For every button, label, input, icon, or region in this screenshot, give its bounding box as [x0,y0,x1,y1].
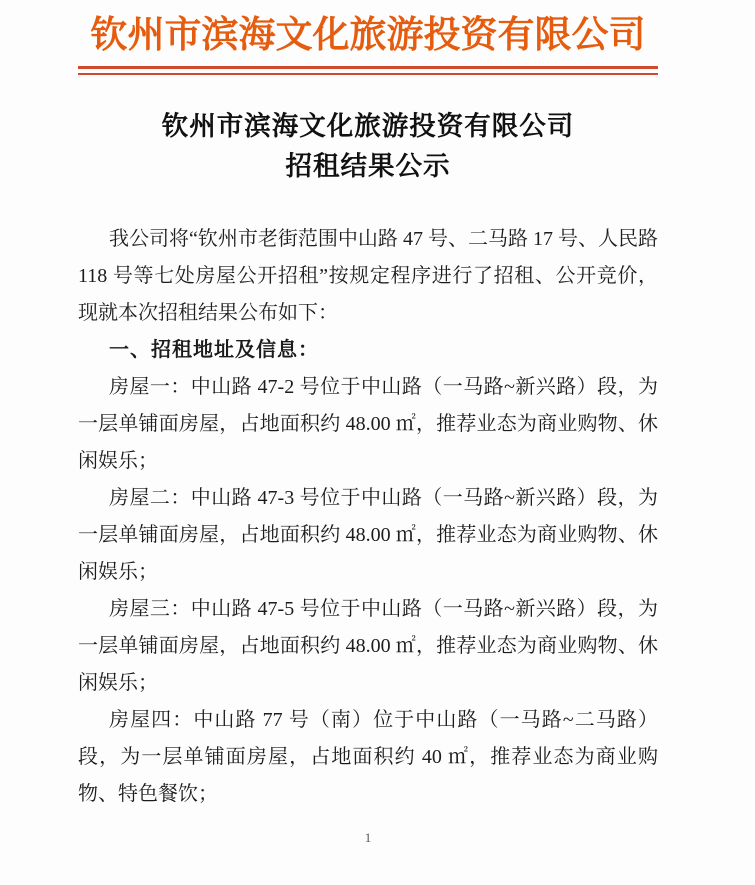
paragraph-house-2: 房屋二：中山路 47-3 号位于中山路（一马路~新兴路）段，为一层单铺面房屋，占地面积约 48.00 ㎡，推荐业态为商业购物、休闲娱乐； [78,487,658,583]
section-heading-rental-info: 一、招租地址及信息： [109,339,319,361]
paragraph-house-4: 房屋四：中山路 77 号（南）位于中山路（一马路~二马路）段，为一层单铺面房屋，占地面积约 40 ㎡，推荐业态为商业购物、特色餐饮； [78,709,658,805]
page-footer [78,830,658,846]
document-title-line2: 招租结果公示 [285,151,451,181]
paragraph-intro: 我公司将“钦州市老街范围中山路 47 号、二马路 17 号、人民路 118 号等七处房屋公开招租”按规定程序进行了招租、公开竞价，现就本次招租结果公布如下： [78,228,658,324]
paragraph-house-3: 房屋三：中山路 47-5 号位于中山路（一马路~新兴路）段，为一层单铺面房屋，占地面积约 48.00 ㎡，推荐业态为商业购物、休闲娱乐； [78,598,658,694]
paragraph-house-1: 房屋一：中山路 47-2 号位于中山路（一马路~新兴路）段，为一层单铺面房屋，占地面积约 48.00 ㎡，推荐业态为商业购物、休闲娱乐； [78,376,658,472]
document-body [78,221,658,813]
page-number: 1 [364,830,372,845]
document-title-line1: 钦州市滨海文化旅游投资有限公司 [161,111,575,141]
letterhead-company-name: 钦州市滨海文化旅游投资有限公司 [90,15,646,56]
document-title [48,106,688,186]
letterhead-double-rule [78,66,658,75]
